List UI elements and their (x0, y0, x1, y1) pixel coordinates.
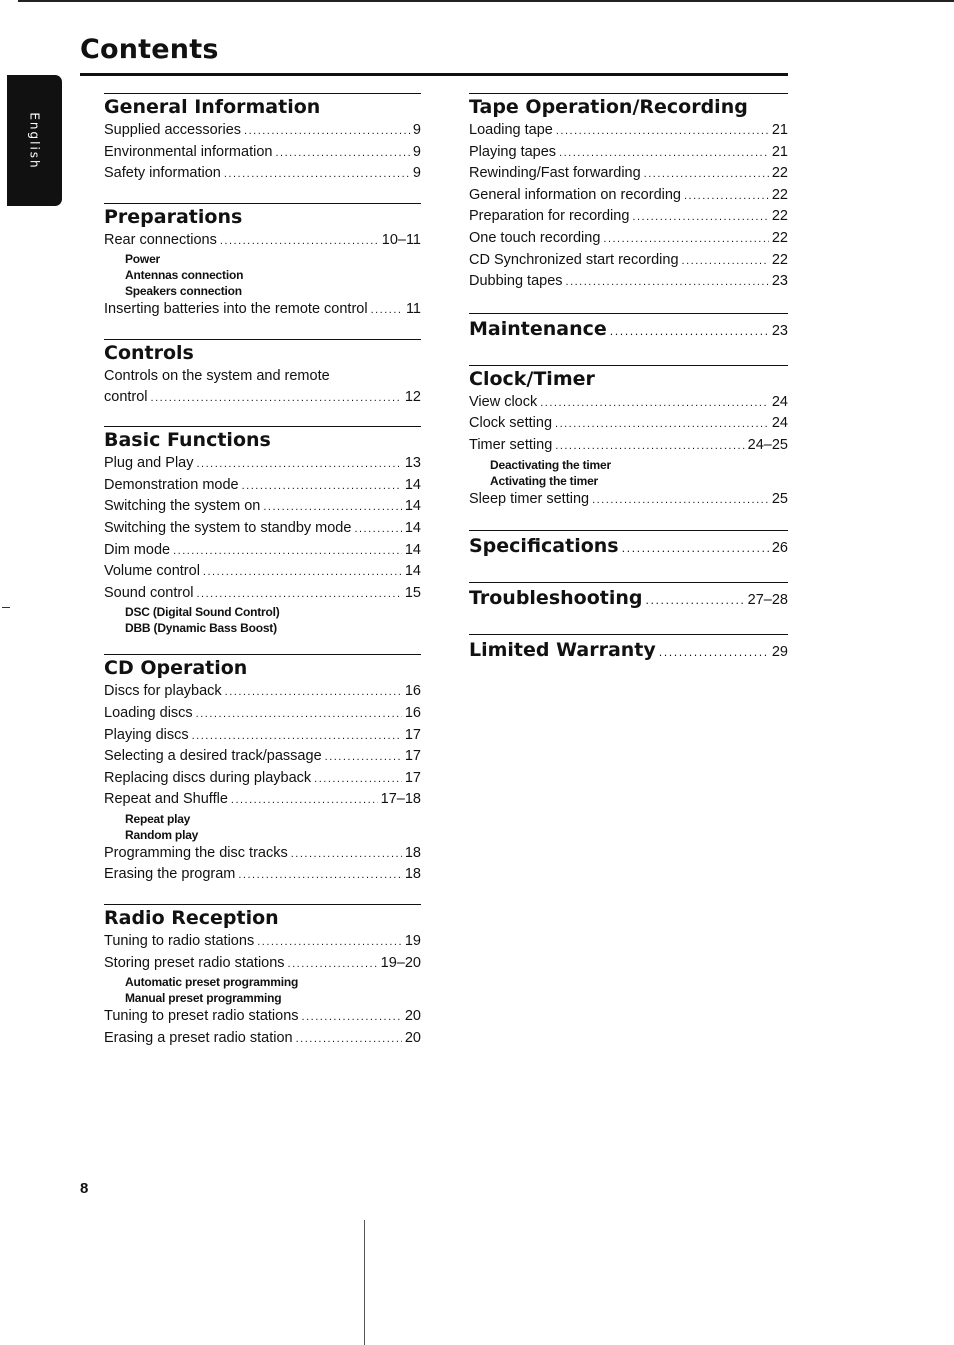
dot-leader (196, 454, 401, 475)
toc-section-tape-operation-recording (469, 93, 788, 293)
toc-entry-page: 19–20 (380, 954, 421, 971)
toc-entry-page: 16 (404, 683, 421, 700)
toc-entry[interactable] (104, 387, 421, 409)
toc-entry[interactable] (469, 142, 788, 164)
toc-entry-label: Dim mode (104, 541, 171, 558)
toc-entry[interactable] (469, 206, 788, 228)
toc-entry-page: 22 (771, 229, 788, 246)
toc-entry-label: Selecting a desired track/passage (104, 748, 322, 765)
dot-leader (296, 1029, 402, 1050)
dot-leader (540, 393, 769, 414)
toc-entry[interactable] (104, 163, 421, 185)
toc-entry[interactable] (469, 120, 788, 142)
section-page: 29 (771, 644, 788, 661)
toc-entry-page: 24 (771, 393, 788, 410)
dot-leader (192, 726, 402, 747)
section-title: Clock/Timer (469, 367, 595, 390)
section-title: Preparations (104, 205, 243, 228)
toc-entry-label: Playing discs (104, 726, 189, 743)
toc-entry-label: Dubbing tapes (469, 273, 563, 290)
dot-leader (196, 704, 402, 725)
toc-entry-label: Clock setting (469, 415, 553, 432)
toc-entry-label: General information on recording (469, 186, 681, 203)
section-title[interactable] (469, 533, 788, 562)
toc-entry-label: Repeat and Shuffle (104, 791, 228, 808)
dot-leader (371, 300, 403, 321)
toc-entry-label: Erasing a preset radio station (104, 1029, 293, 1046)
dot-leader (291, 844, 402, 865)
toc-entry[interactable] (104, 1006, 421, 1028)
dot-leader (646, 588, 745, 614)
toc-entry[interactable] (104, 518, 421, 540)
toc-entry-page: 14 (404, 541, 421, 558)
toc-entry[interactable] (469, 185, 788, 207)
toc-section-preparations (104, 203, 421, 321)
toc-entry-page: 14 (404, 498, 421, 515)
margin-mark (2, 607, 10, 608)
top-border-line (18, 0, 954, 2)
toc-entry[interactable] (104, 864, 421, 886)
toc-entry[interactable] (104, 931, 421, 953)
dot-leader (196, 584, 401, 605)
dot-leader (224, 164, 410, 185)
toc-entry-page: 17 (404, 726, 421, 743)
toc-entry-label: Supplied accessories (104, 122, 242, 138)
toc-entry[interactable] (469, 163, 788, 185)
toc-entry-label: CD Synchronized start recording (469, 251, 679, 268)
toc-entry-page: 25 (771, 490, 788, 507)
toc-entry[interactable] (104, 230, 421, 252)
section-page: 23 (771, 322, 788, 339)
toc-entry[interactable] (104, 142, 421, 164)
toc-entry-page: 22 (771, 251, 788, 268)
toc-section-limited-warranty (469, 634, 788, 666)
toc-entry-page: 19 (404, 933, 421, 950)
toc-entry-label: control (104, 388, 148, 405)
toc-entry[interactable] (104, 299, 421, 321)
section-title-label: Maintenance (469, 317, 607, 340)
dot-leader (244, 121, 410, 142)
toc-entry-page: 14 (404, 563, 421, 580)
toc-section-basic-functions (104, 426, 421, 636)
toc-entry-page: 18 (404, 866, 421, 883)
language-tab (7, 75, 62, 206)
toc-entry-page: 21 (771, 122, 788, 138)
toc-section-radio-reception (104, 904, 421, 1049)
dot-leader (257, 932, 402, 953)
section-title-label: Specifications (469, 535, 619, 558)
dot-leader (682, 251, 769, 272)
section-title: Radio Reception (104, 907, 279, 930)
toc-entry-page: 20 (404, 1008, 421, 1025)
toc-entry[interactable] (104, 768, 421, 790)
toc-entry-page: 17 (404, 769, 421, 786)
toc-entry[interactable] (104, 681, 421, 703)
toc-subentry: Random play (125, 827, 199, 842)
toc-entry-label: Replacing discs during playback (104, 769, 312, 786)
toc-entry-label: Environmental information (104, 143, 273, 160)
toc-entry-label: Tuning to preset radio stations (104, 1008, 299, 1025)
section-title: General Information (104, 96, 321, 118)
toc-entry-page: 12 (404, 388, 421, 405)
section-title: Basic Functions (104, 429, 271, 452)
toc-entry-label: Rear connections (104, 231, 217, 248)
toc-entry[interactable] (469, 413, 788, 435)
toc-entry-label: Erasing the program (104, 866, 236, 883)
dot-leader (203, 562, 402, 583)
toc-entry-label: Switching the system to standby mode (104, 519, 352, 536)
toc-entry-label: Storing preset radio stations (104, 954, 285, 971)
section-title[interactable] (469, 637, 788, 666)
toc-entry[interactable] (104, 1028, 421, 1050)
toc-entry-page: 24 (771, 415, 788, 432)
toc-entry-page: 14 (404, 476, 421, 493)
toc-entry-page: 9 (412, 122, 421, 138)
toc-entry[interactable] (104, 496, 421, 518)
dot-leader (231, 790, 378, 811)
toc-subentry: DSC (Digital Sound Control) (125, 605, 280, 620)
section-title[interactable] (469, 316, 788, 345)
toc-section-troubleshooting (469, 582, 788, 614)
toc-entry-label: Plug and Play (104, 455, 194, 472)
toc-entry-label: Demonstration mode (104, 476, 239, 493)
toc-entry-label: Volume control (104, 563, 200, 580)
toc-entry[interactable] (104, 561, 421, 583)
toc-entry-page: 9 (412, 143, 421, 160)
dot-leader (610, 319, 769, 345)
toc-subentry: Antennas connection (125, 268, 244, 283)
dot-leader (151, 388, 402, 409)
toc-entry[interactable] (104, 120, 421, 142)
language-tab-label: English (27, 111, 42, 170)
toc-entry[interactable] (104, 725, 421, 747)
dot-leader (559, 143, 769, 164)
toc-left-column (104, 93, 421, 1067)
toc-entry-page: 9 (412, 165, 421, 182)
toc-entry-label: Playing tapes (469, 143, 557, 160)
toc-entry-page: 18 (404, 844, 421, 861)
toc-entry-label: Sleep timer setting (469, 490, 590, 507)
toc-entry-page: 22 (771, 186, 788, 203)
toc-entry-label: Tuning to radio stations (104, 933, 255, 950)
toc-entry[interactable] (104, 583, 421, 605)
toc-entry-label: Inserting batteries into the remote control (104, 301, 368, 318)
toc-entry[interactable] (469, 435, 788, 457)
toc-entry[interactable] (104, 953, 421, 975)
toc-subentry: Repeat play (125, 811, 191, 826)
dot-leader (592, 490, 769, 511)
toc-entry-label: Switching the system on (104, 498, 261, 515)
toc-entry-page: 23 (771, 273, 788, 290)
dot-leader (275, 143, 409, 164)
toc-entry-page: 10–11 (381, 231, 421, 248)
toc-entry-label: View clock (469, 393, 538, 410)
toc-section-specifications (469, 530, 788, 562)
dot-leader (659, 640, 769, 666)
page-title: Contents (80, 34, 219, 65)
toc-subentry: Power (125, 252, 161, 267)
toc-entry[interactable] (104, 475, 421, 497)
toc-entry-label: Discs for playback (104, 683, 222, 700)
section-title: CD Operation (104, 657, 248, 680)
dot-leader (603, 229, 768, 250)
toc-entry-page: 20 (404, 1029, 421, 1046)
dot-leader (632, 207, 768, 228)
dot-leader (314, 769, 402, 790)
toc-entry[interactable] (104, 789, 421, 811)
toc-entry-page: 21 (771, 143, 788, 160)
toc-section-maintenance (469, 313, 788, 345)
dot-leader (242, 476, 402, 497)
section-title-label: Limited Warranty (469, 639, 656, 662)
toc-section-controls (104, 339, 421, 408)
section-page: 26 (771, 540, 788, 557)
dot-leader (173, 541, 402, 562)
fold-line (364, 1220, 365, 1345)
dot-leader (555, 436, 744, 457)
dot-leader (622, 536, 769, 562)
toc-entry-page: 11 (405, 301, 421, 318)
toc-entry[interactable] (469, 489, 788, 511)
toc-entry-label: Rewinding/Fast forwarding (469, 165, 641, 182)
dot-leader (302, 1007, 402, 1028)
toc-subentry: DBB (Dynamic Bass Boost) (125, 621, 277, 636)
toc-entry[interactable] (104, 843, 421, 865)
dot-leader (644, 164, 769, 185)
toc-entry-page: 24–25 (747, 436, 788, 453)
toc-subentry: Activating the timer (490, 473, 599, 488)
section-title: Tape Operation/Recording (469, 96, 748, 118)
dot-leader (354, 519, 401, 540)
section-page: 27–28 (747, 592, 788, 609)
toc-entry-label: One touch recording (469, 229, 601, 246)
toc-entry-page: 13 (404, 455, 421, 472)
toc-entry-page: 16 (404, 704, 421, 721)
dot-leader (263, 497, 402, 518)
toc-entry-page: 15 (404, 584, 421, 601)
toc-entry-label: Safety information (104, 165, 221, 182)
dot-leader (238, 865, 401, 886)
toc-entry-page: 17–18 (380, 791, 421, 808)
toc-entry-label: Programming the disc tracks (104, 844, 288, 861)
toc-entry-page: 17 (404, 748, 421, 765)
dot-leader (566, 272, 769, 293)
title-rule (80, 73, 788, 76)
toc-subentry: Speakers connection (125, 284, 242, 299)
toc-entry-label: Sound control (104, 584, 194, 601)
dot-leader (288, 954, 378, 975)
dot-leader (325, 747, 402, 768)
toc-entry-page: 22 (771, 208, 788, 225)
toc-subentry: Automatic preset programming (125, 975, 299, 990)
toc-entry-label: Preparation for recording (469, 208, 630, 225)
toc-section-cd-operation (104, 654, 421, 886)
dot-leader (556, 121, 769, 142)
toc-section-general-information (104, 93, 421, 185)
toc-entry-page: 14 (404, 519, 421, 536)
dot-leader (220, 231, 379, 252)
toc-entry-page: 22 (771, 165, 788, 182)
toc-entry[interactable] (104, 703, 421, 725)
toc-lead-text: Controls on the system and remote (104, 367, 330, 384)
toc-entry[interactable] (469, 228, 788, 250)
toc-subentry: Deactivating the timer (490, 457, 611, 472)
toc-entry[interactable] (104, 540, 421, 562)
dot-leader (225, 682, 402, 703)
dot-leader (555, 414, 769, 435)
toc-entry[interactable] (469, 250, 788, 272)
toc-entry-label: Loading discs (104, 704, 193, 721)
toc-entry[interactable] (469, 392, 788, 414)
section-title-label: Troubleshooting (469, 587, 643, 610)
toc-entry[interactable] (469, 271, 788, 293)
toc-subentry: Manual preset programming (125, 991, 282, 1006)
section-title: Controls (104, 341, 194, 364)
section-title[interactable] (469, 585, 788, 614)
toc-entry[interactable] (104, 453, 421, 475)
dot-leader (684, 186, 769, 207)
toc-entry-label: Timer setting (469, 436, 553, 453)
toc-entry[interactable] (104, 746, 421, 768)
toc-section-clock-timer (469, 365, 788, 510)
toc-entry-label: Loading tape (469, 122, 553, 138)
page-number: 8 (80, 1180, 89, 1197)
toc-right-column (469, 93, 788, 686)
